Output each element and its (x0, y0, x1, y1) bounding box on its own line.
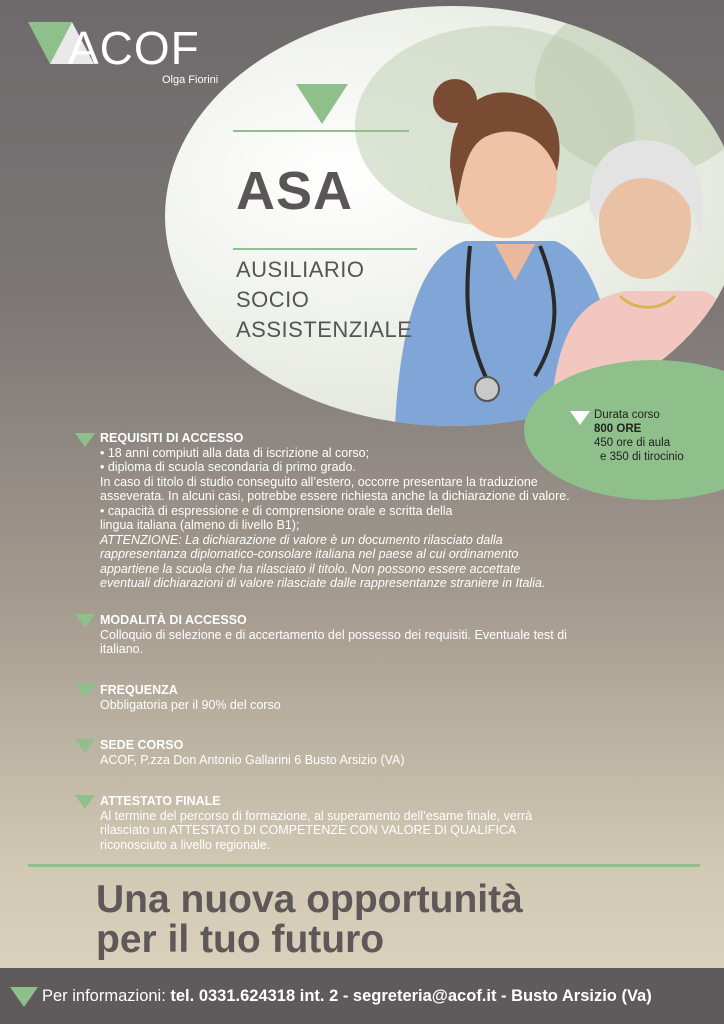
text-line: Al termine del percorso di formazione, al superamento dell’esame finale, verrà (100, 808, 533, 823)
duration-hours: 800 ORE (594, 423, 642, 435)
subtitle-line: ASSISTENZIALE (236, 317, 413, 342)
duration-internship: e 350 di tirocinio (600, 451, 684, 463)
slogan-line: per il tuo futuro (96, 918, 385, 961)
triangle-down-icon (75, 684, 95, 698)
subtitle-line: AUSILIARIO (236, 257, 365, 282)
subtitle-line: SOCIO (236, 287, 310, 312)
text-line: Obbligatoria per il 90% del corso (100, 697, 281, 712)
title-bottom-rule (233, 248, 417, 250)
triangle-down-icon (296, 84, 348, 124)
triangle-down-icon (75, 614, 95, 628)
svg-text:ACOF: ACOF (68, 22, 200, 74)
italic-line: eventuali dichiarazioni di valore rilasciate dalle rappresentanze straniere in Italia. (100, 576, 546, 590)
text-line: Colloquio di selezione e di accertamento del possesso dei requisiti. Eventuale test di (100, 627, 567, 642)
text-line: • diploma di scuola secondaria di primo grado. (100, 460, 356, 474)
text-line: • capacità di espressione e di comprensione orale e scritta della (100, 503, 453, 518)
duration-label: Durata corso (594, 409, 660, 421)
text-line: ACOF, P.zza Don Antonio Gallarini 6 Busto Arsizio (VA) (100, 752, 405, 767)
triangle-down-icon (10, 987, 38, 1007)
section-divider (28, 864, 700, 867)
triangle-down-icon (75, 739, 95, 753)
text-line: rilasciato un ATTESTATO DI COMPETENZE CON VALORE DI QUALIFICA (100, 823, 517, 837)
text-line: In caso di titolo di studio conseguito all’estero, occorre presentare la traduzione (100, 474, 538, 489)
section-requisiti (100, 431, 570, 591)
course-subtitle (236, 255, 412, 345)
course-title: ASA (236, 161, 354, 221)
section-frequenza (100, 683, 281, 712)
section-heading: FREQUENZA (100, 683, 178, 697)
text-line: riconosciuto a livello regionale. (100, 837, 271, 852)
logo-subtitle: Olga Fiorini (162, 74, 219, 86)
triangle-down-icon (75, 795, 95, 809)
italic-line: appartiene la scuola che ha rilasciato il titolo. Non possono essere accettate (100, 561, 521, 576)
italic-line: ATTENZIONE: La dichiarazione di valore è un documento rilasciato dalla (100, 532, 503, 547)
footer-contact-details[interactable]: tel. 0331.624318 int. 2 - segreteria@acof.it - Busto Arsizio (Va) (170, 987, 652, 1005)
section-attestato (100, 794, 532, 852)
section-heading: ATTESTATO FINALE (100, 794, 221, 808)
section-heading: SEDE CORSO (100, 738, 184, 752)
slogan (96, 880, 523, 960)
section-heading: MODALITÀ DI ACCESSO (100, 613, 247, 627)
text-line: lingua italiana (almeno di livello B1); (100, 518, 300, 532)
italic-line: rappresentanza diplomatico-consolare italiana nel paese al cui ordinamento (100, 547, 519, 561)
text-line: asseverata. In alcuni casi, potrebbe essere richiesta anche la dichiarazione di valore. (100, 489, 570, 503)
footer-prefix: Per informazioni: (42, 987, 171, 1005)
text-line: • 18 anni compiuti alla data di iscrizione al corso; (100, 445, 370, 460)
triangle-down-icon (570, 411, 590, 425)
slogan-line: Una nuova opportunità (96, 878, 523, 921)
section-sede (100, 738, 405, 767)
duration-text (594, 408, 684, 464)
text-line: italiano. (100, 642, 144, 656)
section-modalita (100, 613, 567, 657)
title-top-rule (233, 130, 409, 132)
footer-contact (42, 987, 652, 1006)
duration-classroom: 450 ore di aula (594, 437, 671, 449)
triangle-down-icon (75, 433, 95, 447)
section-heading: REQUISITI DI ACCESSO (100, 431, 244, 445)
